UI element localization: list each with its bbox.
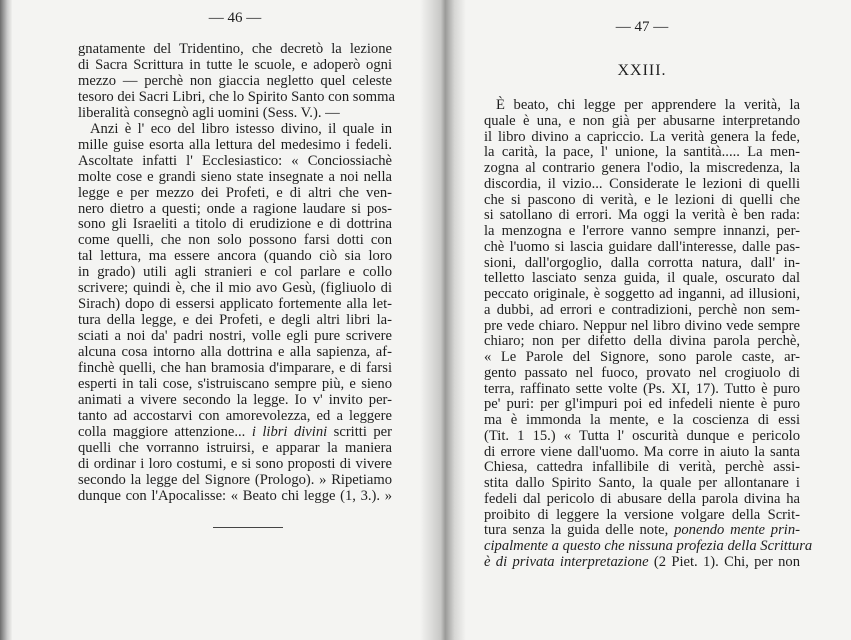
page-edge-shadow — [0, 0, 12, 640]
text-segment: fedeli dal pericolo di abusare della parola divina ha — [484, 490, 800, 507]
italic-text: cipalmente a questo che nissuna profezia della Scrittura — [484, 538, 813, 554]
text-segment: di Sacra Scrittura in tutte le scuole, e adoperò ogni — [78, 56, 392, 73]
text-segment: quelli che vorranno istruirsi, e apparar la maniera — [78, 439, 392, 456]
text-segment: animati a vivere secondo la legge. Io v' invito per- — [78, 391, 392, 408]
text-segment: a dubbi, ad errori e contradizioni, perchè non sem- — [484, 301, 800, 318]
italic-text: è di privata interpretazione — [484, 553, 649, 570]
text-segment: zogna al contrario genera l'odio, la miscredenza, la — [484, 160, 800, 176]
text-segment: tura della legge, e dei Profeti, e degli altri libri la- — [78, 312, 392, 329]
text-segment: di ordinar i loro costumi, e si sono proposti di vivere — [78, 455, 392, 472]
text-segment: (Tit. 1 15.) « Tutta l' oscurità dunque e pericolo — [484, 427, 800, 444]
text-segment: dunque con l'Apocalisse: « Beato chi legge (1, 3.). » — [78, 487, 392, 504]
text-segment: che si pascono di verità, e le lezioni di quelli che — [484, 191, 800, 208]
text-segment: proibito di leggere la versione volgare della Scrit- — [484, 506, 800, 523]
text-segment: colla maggiore attenzione... — [78, 423, 252, 440]
text-segment: come quelli, che non solo possono farsi dotti con — [78, 232, 392, 249]
text-segment: Chiesa, cattedra infallibile di verità, perchè assi- — [484, 459, 800, 476]
text-segment: mezzo — perchè non giaccia negletto quel celeste — [78, 72, 392, 89]
text-segment: finchè quelli, che han bramosia d'imparare, e di farsi — [78, 360, 392, 376]
text-segment: molte cose e grandi sieno state insegnate a noi nella — [78, 168, 392, 185]
text-segment: pre vede chiaro. Neppur nel libro divino vede sempre — [484, 317, 800, 334]
text-segment: chè l'uomo si lascia guidare dall'interesse, dalle pas- — [484, 238, 800, 255]
text-segment: tanto ad accostarvi con amorevolezza, ed a leggere — [78, 407, 392, 424]
text-segment: tal lettura, ma essere ancora (quando ciò sia loro — [78, 248, 392, 265]
text-segment: scritti per — [327, 423, 393, 440]
text-segment: scrivere; quindi è, che il mio avo Gesù, (figliuolo di — [78, 280, 392, 297]
text-segment: alcuna cosa intorno alla dottrina e alla sapienza, af- — [78, 344, 392, 361]
text-segment: Anzi è l' eco del libro istesso divino, il quale in — [90, 120, 392, 137]
text-segment: si satollano di errori. Ma oggi la verità è ben rada: — [484, 207, 800, 224]
text-segment: È beato, chi legge per apprendere la verità, la — [496, 97, 800, 113]
text-segment: ma è immonda la mente, e la coscienza di essi — [484, 412, 800, 428]
text-segment: la menzogna e l'errore vanno sempre innanzi, per- — [484, 223, 800, 239]
text-segment: gnatamente del Tridentino, che decretò la lezione — [78, 41, 392, 57]
page-number: — 46 — — [208, 10, 262, 26]
text-segment: nero dietro a questi; onde a ragione laudare si pos- — [78, 200, 392, 217]
text-segment: legge e per mezzo dei Profeti, e di altri che ven- — [78, 184, 392, 201]
text-segment: la carità, la pace, l' unione, la santità..... La men- — [484, 144, 800, 161]
book-gutter — [420, 0, 466, 640]
page-number: — 47 — — [615, 19, 669, 35]
text-segment: chiaro; non per difetto della divina parola perchè, — [484, 333, 800, 350]
italic-text: ponendo mente prin- — [674, 522, 800, 539]
text-segment: telletto lasciato senza guida, il quale, oscurato dal — [484, 270, 800, 287]
text-segment: tesoro dei Sacri Libri, che lo Spirito Santo con somma — [78, 88, 395, 105]
text-segment: tura senza la guida delle note, — [484, 522, 675, 539]
text-segment: gento passato nel fuoco, provato nel crogiuolo di — [484, 364, 800, 381]
text-segment: secondo la legge del Signore (Prologo). » Ripetiamo — [78, 471, 392, 488]
chapter-heading: XXIII. — [617, 62, 667, 79]
left-page — [78, 0, 395, 640]
text-segment: « Le Parole del Signore, sono parole caste, ar- — [484, 349, 800, 365]
text-segment: Ascoltate infatti l' Ecclesiastico: « Conciossiachè — [78, 152, 392, 169]
text-segment: terra, raffinato sette volte (Ps. XI, 17). Tutto è puro — [484, 380, 800, 397]
text-segment: sciati a noi da' padri nostri, volle egli pure scrivere — [78, 328, 392, 345]
text-segment: discordia, il vizio... Considerate le lezioni di quelli — [484, 175, 800, 192]
italic-text: i libri divini — [251, 423, 328, 440]
text-segment: il libro divino a capriccio. La verità genera la fede, — [484, 128, 800, 145]
text-segment: quale è una, e non già per abusarne interpretando — [484, 112, 800, 129]
text-segment: stita dallo Spirito Santo, la quale per allontanare i — [484, 475, 800, 491]
text-segment: liberalità consegnò agli uomini (Sess. V.). — — [78, 104, 340, 121]
text-segment: in grado) utili agli stranieri e col parlare e collo — [78, 264, 392, 281]
section-divider — [213, 527, 283, 528]
text-line — [484, 553, 800, 571]
text-line — [78, 487, 392, 505]
text-segment: esperti in tali cose, s'istruiscano sempre più, e sieno — [78, 375, 392, 392]
text-segment: mille guise esorta alla lettura del medesimo i fedeli. — [78, 136, 392, 153]
text-segment: peccato originale, è soggetto ad inganni, ad illusioni, — [484, 286, 800, 302]
text-segment: Sirach) dopo di essersi applicato fortemente alla let- — [78, 296, 392, 313]
text-segment: sono gli Israeliti a titolo di erudizione e di dottrina — [78, 216, 392, 233]
text-segment: pe' puri: per gl'impuri poi ed infedeli niente è puro — [484, 396, 800, 413]
text-segment: di errore viene dall'uomo. Ma corre in aiuto la santa — [484, 443, 800, 460]
text-segment: (2 Piet. 1). Chi, per non — [648, 553, 801, 570]
right-page — [484, 0, 813, 640]
text-segment: sioni, dall'orgoglio, dalla corrotta natura, dall' in- — [484, 254, 800, 271]
